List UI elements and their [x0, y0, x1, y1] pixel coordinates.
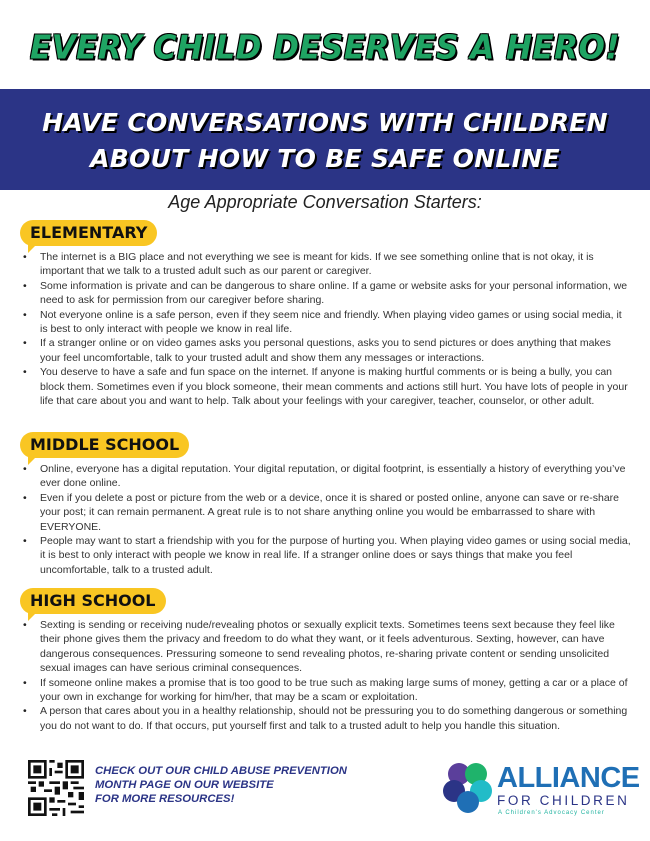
high-school-list	[20, 618, 632, 733]
flower-logo-icon	[440, 760, 496, 816]
tagline-heading: EVERY CHILD DESERVES A HERO!	[30, 29, 620, 67]
cta-line-1: CHECK OUT OUR CHILD ABUSE PREVENTION	[95, 765, 347, 777]
list-item: • If someone online makes a promise that is too good to be true such as making large sums of money, getting a car or a place of your own in exchange for working for him/her, that may be a scam or exploitation.	[20, 676, 632, 705]
alliance-for-children-logo	[440, 762, 640, 826]
section-badge-elementary: ELEMENTARY	[20, 220, 157, 246]
logo-name: ALLIANCE	[497, 762, 640, 794]
cta-line-3: FOR MORE RESOURCES!	[95, 793, 235, 805]
title-banner	[0, 89, 650, 190]
website-callout	[95, 764, 347, 806]
middle-school-list	[20, 462, 632, 577]
page-title	[0, 105, 650, 177]
section-badge-middle-school: MIDDLE SCHOOL	[20, 432, 189, 458]
list-item: • People may want to start a friendship with you for the purpose of hurting you. When playing video games or using social media, it is best to only interact with people we know in real life. If a stranger online does or says things that make you feel uncomfortable, talk to a trusted adult.	[20, 534, 632, 577]
title-line-2: ABOUT HOW TO BE SAFE ONLINE	[90, 144, 560, 173]
cta-line-2: MONTH PAGE ON OUR WEBSITE	[95, 779, 274, 791]
list-item: • You deserve to have a safe and fun space on the internet. If anyone is making hurtful comments or is being a bully, you can block them. Sometimes even if you block someone, their mean comments and actions still hurt. You have lots of people in your life that care about you and want to help. Talk about your feelings with your caregiver, teacher, counselor, or other adult.	[20, 365, 632, 408]
section-badge-high-school: HIGH SCHOOL	[20, 588, 166, 614]
list-item: • A person that cares about you in a healthy relationship, should not be pressuring you to do something dangerous or something you do not want to do. If that occurs, put yourself first and talk to a trusted adult to help you handle this situation.	[20, 704, 632, 733]
list-item: • Even if you delete a post or picture from the web or a device, once it is shared or posted online, anyone can save or re-share your post; it can remain permanent. A great rule is to not share anything online you would be embarrassed to share with EVERYONE.	[20, 491, 632, 534]
list-item: • Not everyone online is a safe person, even if they seem nice and friendly. When playing video games or using social media, it is best to only interact with people we know in real life.	[20, 308, 632, 337]
logo-subtitle: FOR CHILDREN	[497, 793, 630, 808]
elementary-list	[20, 250, 632, 408]
list-item: • If a stranger online or on video games asks you personal questions, asks you to send pictures or does anything that makes your feel uncomfortable, talk to your trusted adult and show them any messages or interactions.	[20, 336, 632, 365]
list-item: • Sexting is sending or receiving nude/revealing photos or sexually explicit texts. Sometimes teens sext because they feel like their phone gives them the privacy and freedom to do what they want, or it feels adventurous. Sexting, however, can have dangerous consequences. Pressuring someone to send revealing photos, re-sharing private content or sending unsolicited sexual images can have serious criminal consequences.	[20, 618, 632, 676]
qr-code-icon[interactable]	[28, 760, 84, 816]
list-item: • Online, everyone has a digital reputation. Your digital reputation, or digital footprint, is essentially a history of everything you’ve ever done online.	[20, 462, 632, 491]
logo-tagline: A Children's Advocacy Center	[498, 810, 605, 816]
title-line-1: HAVE CONVERSATIONS WITH CHILDREN	[42, 108, 608, 137]
list-item: • The internet is a BIG place and not everything we see is meant for kids. If we see something online that is not okay, it is important that we talk to a trusted adult such as our parent or caregiver.	[20, 250, 632, 279]
list-item: • Some information is private and can be dangerous to share online. If a game or website asks for your personal information, we need to ask for permission from our caregiver before sharing.	[20, 279, 632, 308]
subtitle: Age Appropriate Conversation Starters:	[168, 192, 482, 212]
